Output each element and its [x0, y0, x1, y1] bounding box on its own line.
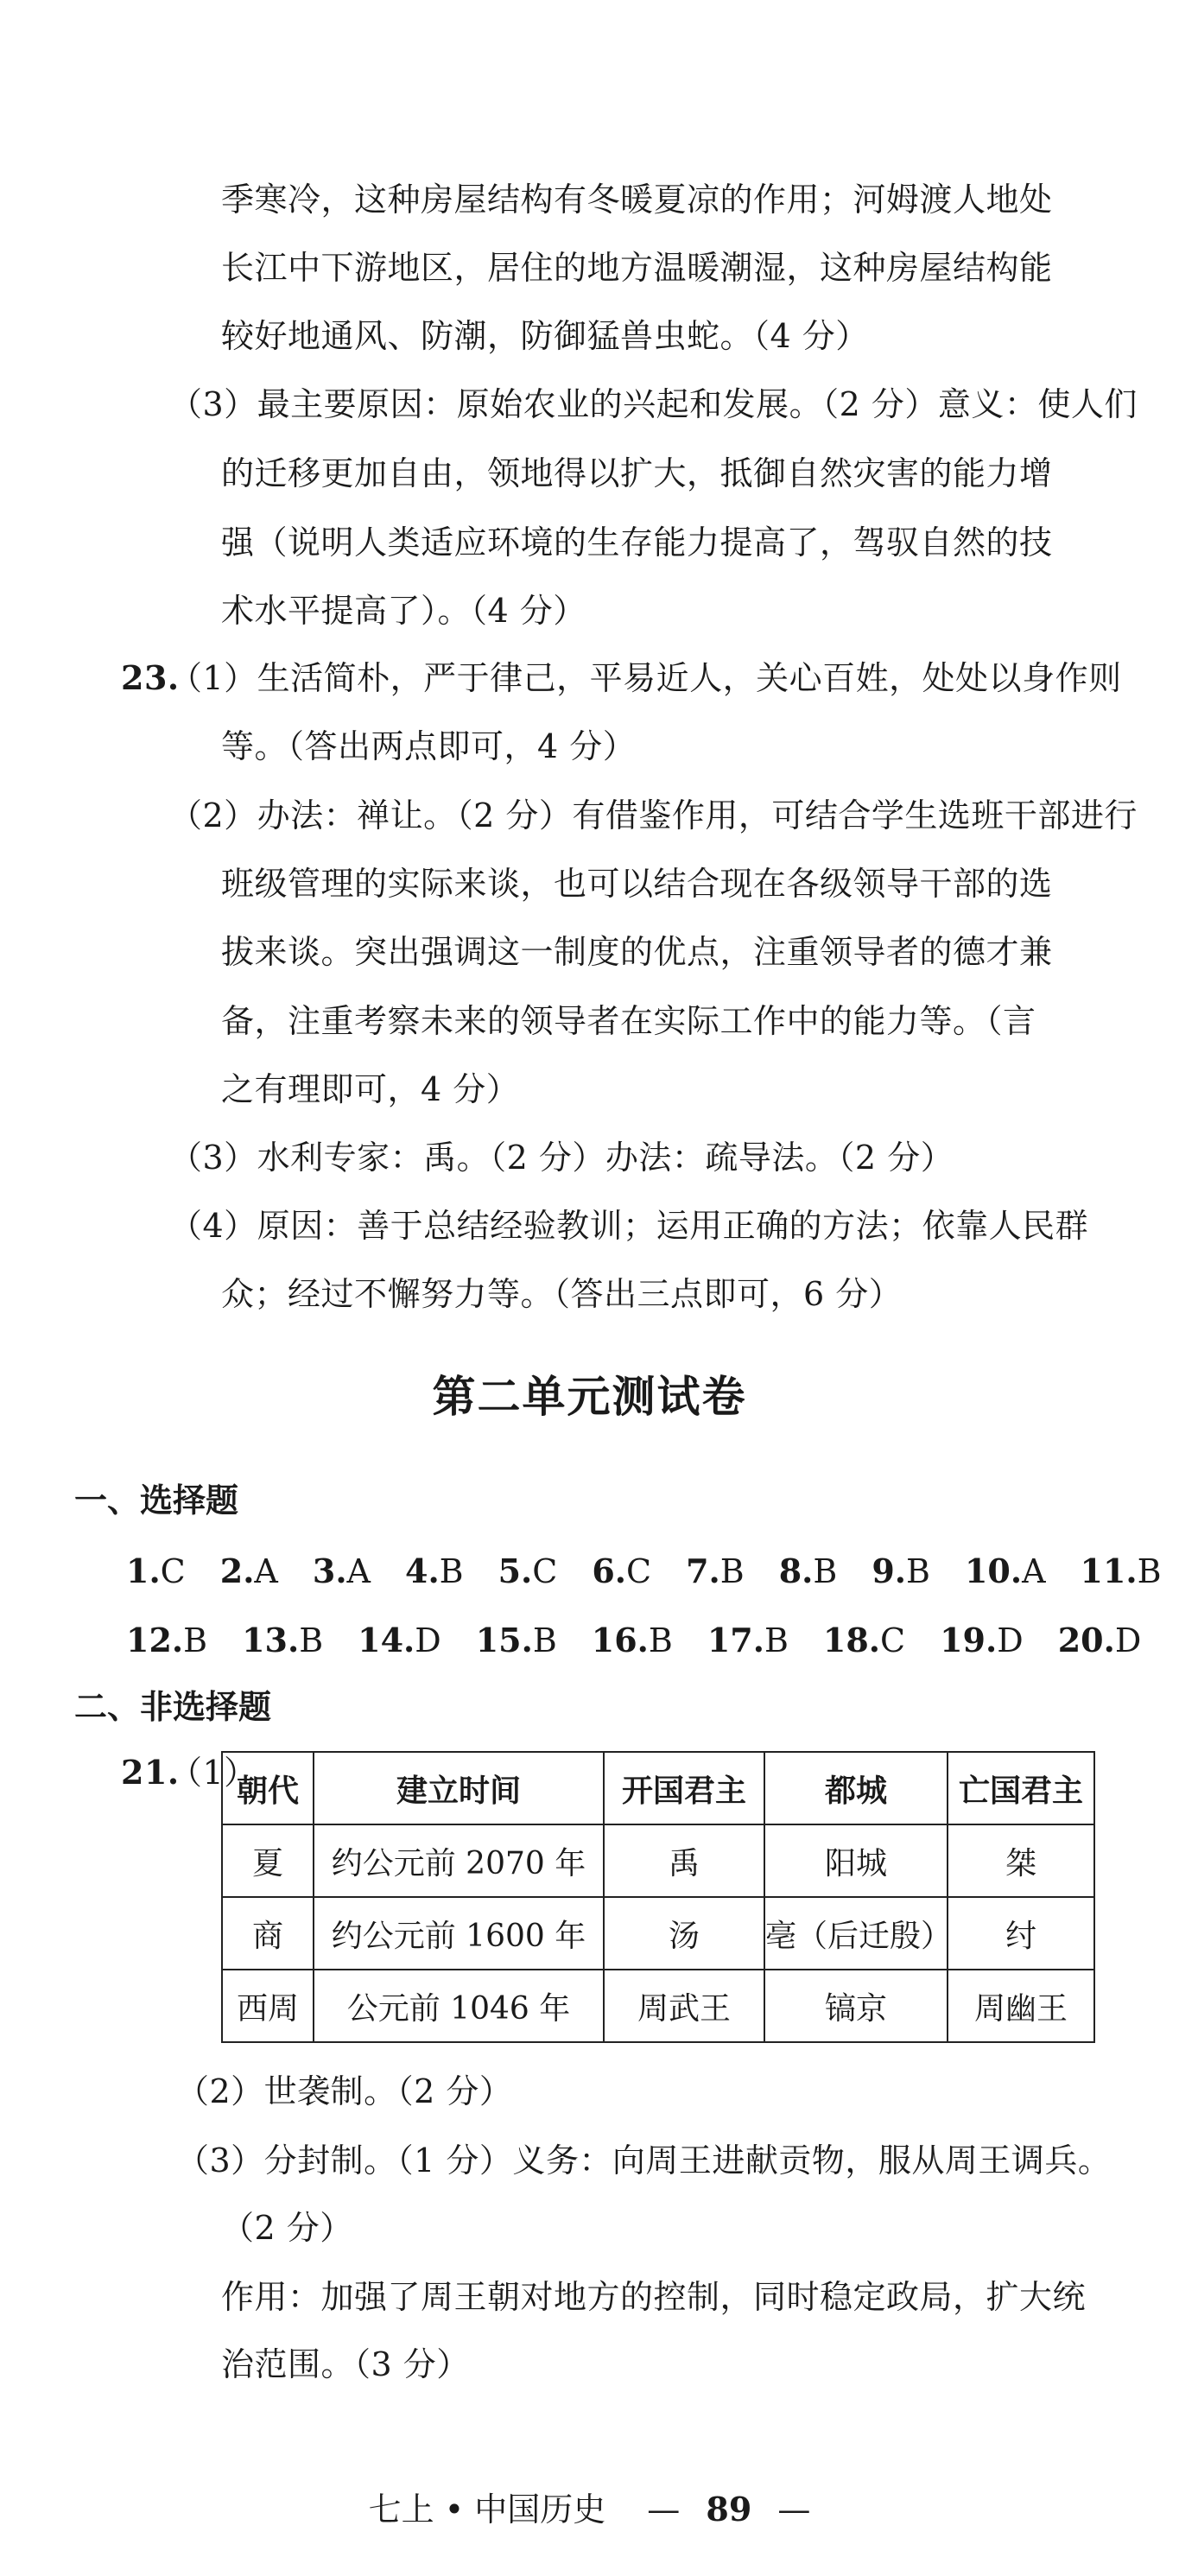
choice-letter: B [532, 1621, 557, 1659]
choice-number: 9. [872, 1551, 906, 1590]
text-line: 季寒冷，这种房屋结构有冬暖夏凉的作用；河姆渡人地处 [221, 181, 1053, 219]
choice-letter: C [532, 1552, 558, 1590]
section-heading: 二、非选择题 [74, 1687, 272, 1726]
choice-letter: D [1114, 1621, 1142, 1659]
choice-letter: B [648, 1621, 673, 1659]
question-number: 23. [121, 658, 180, 697]
choice-number: 14. [358, 1621, 415, 1659]
text-line: （3）水利专家：禹。（2 分）办法：疏导法。（2 分） [169, 1139, 954, 1177]
table-row [222, 1824, 1094, 1897]
text-line: （4）原因：善于总结经验教训；运用正确的方法；依靠人民群 [169, 1207, 1089, 1245]
choice-number: 8. [778, 1551, 814, 1590]
choice-number: 16. [591, 1621, 649, 1659]
answer-row [126, 1551, 1179, 1590]
choice-answer [242, 1621, 324, 1659]
choice-answer [1057, 1621, 1142, 1659]
section-heading: 一、选择题 [74, 1481, 239, 1520]
table-cell: 汤 [604, 1897, 764, 1970]
text-line: 术水平提高了）。（4 分） [221, 592, 586, 630]
choice-number: 3. [312, 1551, 347, 1590]
text-line: 的迁移更加自由，领地得以扩大，抵御自然灾害的能力增 [221, 454, 1053, 492]
question-number: 21. [121, 1753, 180, 1792]
table-cell: 西周 [222, 1970, 314, 2042]
choice-answer [591, 1621, 673, 1659]
choice-number: 10. [964, 1551, 1023, 1590]
table-header: 开国君主 [604, 1752, 764, 1824]
choice-letter: B [439, 1552, 464, 1590]
table-row [222, 1970, 1094, 2042]
choice-answer [1080, 1551, 1162, 1590]
choice-letter: B [813, 1552, 838, 1590]
choice-answer [405, 1551, 464, 1590]
text-line: 长江中下游地区，居住的地方温暖潮湿，这种房屋结构能 [221, 249, 1053, 287]
choice-letter: A [346, 1552, 371, 1590]
choice-letter: B [906, 1552, 930, 1590]
choice-number: 12. [126, 1621, 184, 1659]
choice-answer [358, 1621, 441, 1659]
table-cell: 约公元前 1600 年 [314, 1897, 604, 1970]
choice-letter: B [719, 1552, 745, 1590]
text-line: 众；经过不懈努力等。（答出三点即可，6 分） [221, 1275, 903, 1313]
choice-number: 18. [822, 1621, 881, 1659]
text-line: 强（说明人类适应环境的生存能力提高了，驾驭自然的技 [221, 523, 1053, 562]
choice-answer [822, 1621, 906, 1659]
table-header: 朝代 [222, 1752, 314, 1824]
choice-letter: C [160, 1552, 186, 1590]
choice-answer [686, 1551, 745, 1590]
text-line: 作用：加强了周王朝对地方的控制，同时稳定政局，扩大统 [221, 2278, 1087, 2316]
text-line: （1）生活简朴，严于律己，平易近人，关心百姓，处处以身作则 [169, 659, 1122, 697]
text-line: 等。（答出两点即可，4 分） [221, 727, 637, 765]
table-cell: 夏 [222, 1824, 314, 1897]
text-line: （3）分封制。（1 分）义务：向周王进献贡物，服从周王调兵。 [176, 2141, 1112, 2179]
table-cell: 镐京 [764, 1970, 948, 2042]
choice-letter: D [997, 1621, 1024, 1659]
choice-number: 19. [940, 1621, 998, 1659]
text-line: （3）最主要原因：原始农业的兴起和发展。（2 分）意义：使人们 [169, 385, 1138, 423]
table-row [222, 1897, 1094, 1970]
choice-number: 17. [707, 1621, 764, 1659]
page-footer [0, 2490, 1179, 2528]
choice-letter: B [1137, 1552, 1162, 1590]
choice-letter: D [415, 1621, 441, 1659]
text-line: 治范围。（3 分） [221, 2345, 470, 2383]
table-cell: 禹 [604, 1824, 764, 1897]
table-cell: 周幽王 [948, 1970, 1094, 2042]
table-header: 建立时间 [314, 1752, 604, 1824]
table-cell: 阳城 [764, 1824, 948, 1897]
choice-answer [964, 1551, 1046, 1590]
choice-answer [219, 1551, 278, 1590]
choice-answer [126, 1551, 186, 1590]
table-cell: 亳（后迁殷） [764, 1897, 948, 1970]
choice-number: 13. [242, 1621, 300, 1659]
choice-answer [498, 1551, 558, 1590]
text-line: 之有理即可，4 分） [221, 1070, 520, 1108]
footer-label: 七上 • 中国历史 [368, 2490, 606, 2528]
dynasty-table [221, 1751, 1095, 2043]
table-cell: 桀 [948, 1824, 1094, 1897]
table-header: 亡国君主 [948, 1752, 1094, 1824]
choice-letter: C [626, 1552, 652, 1590]
text-line: （2）世袭制。（2 分） [176, 2072, 513, 2110]
choice-letter: A [254, 1552, 278, 1590]
table-cell: 约公元前 2070 年 [314, 1824, 604, 1897]
choice-answer [707, 1621, 789, 1659]
answer-row [126, 1621, 1176, 1659]
choice-number: 20. [1057, 1621, 1115, 1659]
footer-dash: — [777, 2490, 811, 2528]
page-number: 89 [706, 2490, 752, 2528]
choice-number: 11. [1080, 1551, 1138, 1590]
footer-dash: — [647, 2490, 681, 2528]
choice-letter: B [299, 1621, 324, 1659]
text-line: 备，注重考察未来的领导者在实际工作中的能力等。（言 [221, 1002, 1036, 1040]
choice-answer [312, 1551, 371, 1590]
choice-letter: A [1022, 1552, 1046, 1590]
text-line: 较好地通风、防潮，防御猛兽虫蛇。（4 分） [221, 317, 869, 355]
table-cell: 周武王 [604, 1970, 764, 2042]
choice-letter: B [764, 1621, 789, 1659]
choice-number: 6. [592, 1551, 627, 1590]
choice-answer [475, 1621, 557, 1659]
table-cell: 商 [222, 1897, 314, 1970]
table-cell: 纣 [948, 1897, 1094, 1970]
table-header: 都城 [764, 1752, 948, 1824]
choice-number: 7. [686, 1551, 720, 1590]
table-header-row [222, 1752, 1094, 1824]
choice-number: 1. [126, 1551, 161, 1590]
text-line: 拔来谈。突出强调这一制度的优点，注重领导者的德才兼 [221, 933, 1053, 971]
choice-number: 15. [475, 1621, 533, 1659]
sub-question-label: （1） [169, 1754, 257, 1792]
choice-letter: B [183, 1621, 208, 1659]
choice-number: 4. [405, 1551, 440, 1590]
choice-answer [126, 1621, 208, 1659]
choice-number: 5. [498, 1551, 533, 1590]
unit-title: 第二单元测试卷 [432, 1371, 747, 1422]
choice-answer [778, 1551, 838, 1590]
text-line: 班级管理的实际来谈，也可以结合现在各级领导干部的选 [221, 865, 1053, 903]
choice-answer [592, 1551, 652, 1590]
choice-letter: C [880, 1621, 906, 1659]
choice-answer [940, 1621, 1024, 1659]
choice-number: 2. [219, 1551, 255, 1590]
text-line: （2）办法：禅让。（2 分）有借鉴作用，可结合学生选班干部进行 [169, 796, 1138, 834]
table-cell: 公元前 1046 年 [314, 1970, 604, 2042]
text-line: （2 分） [221, 2209, 353, 2247]
choice-answer [872, 1551, 930, 1590]
